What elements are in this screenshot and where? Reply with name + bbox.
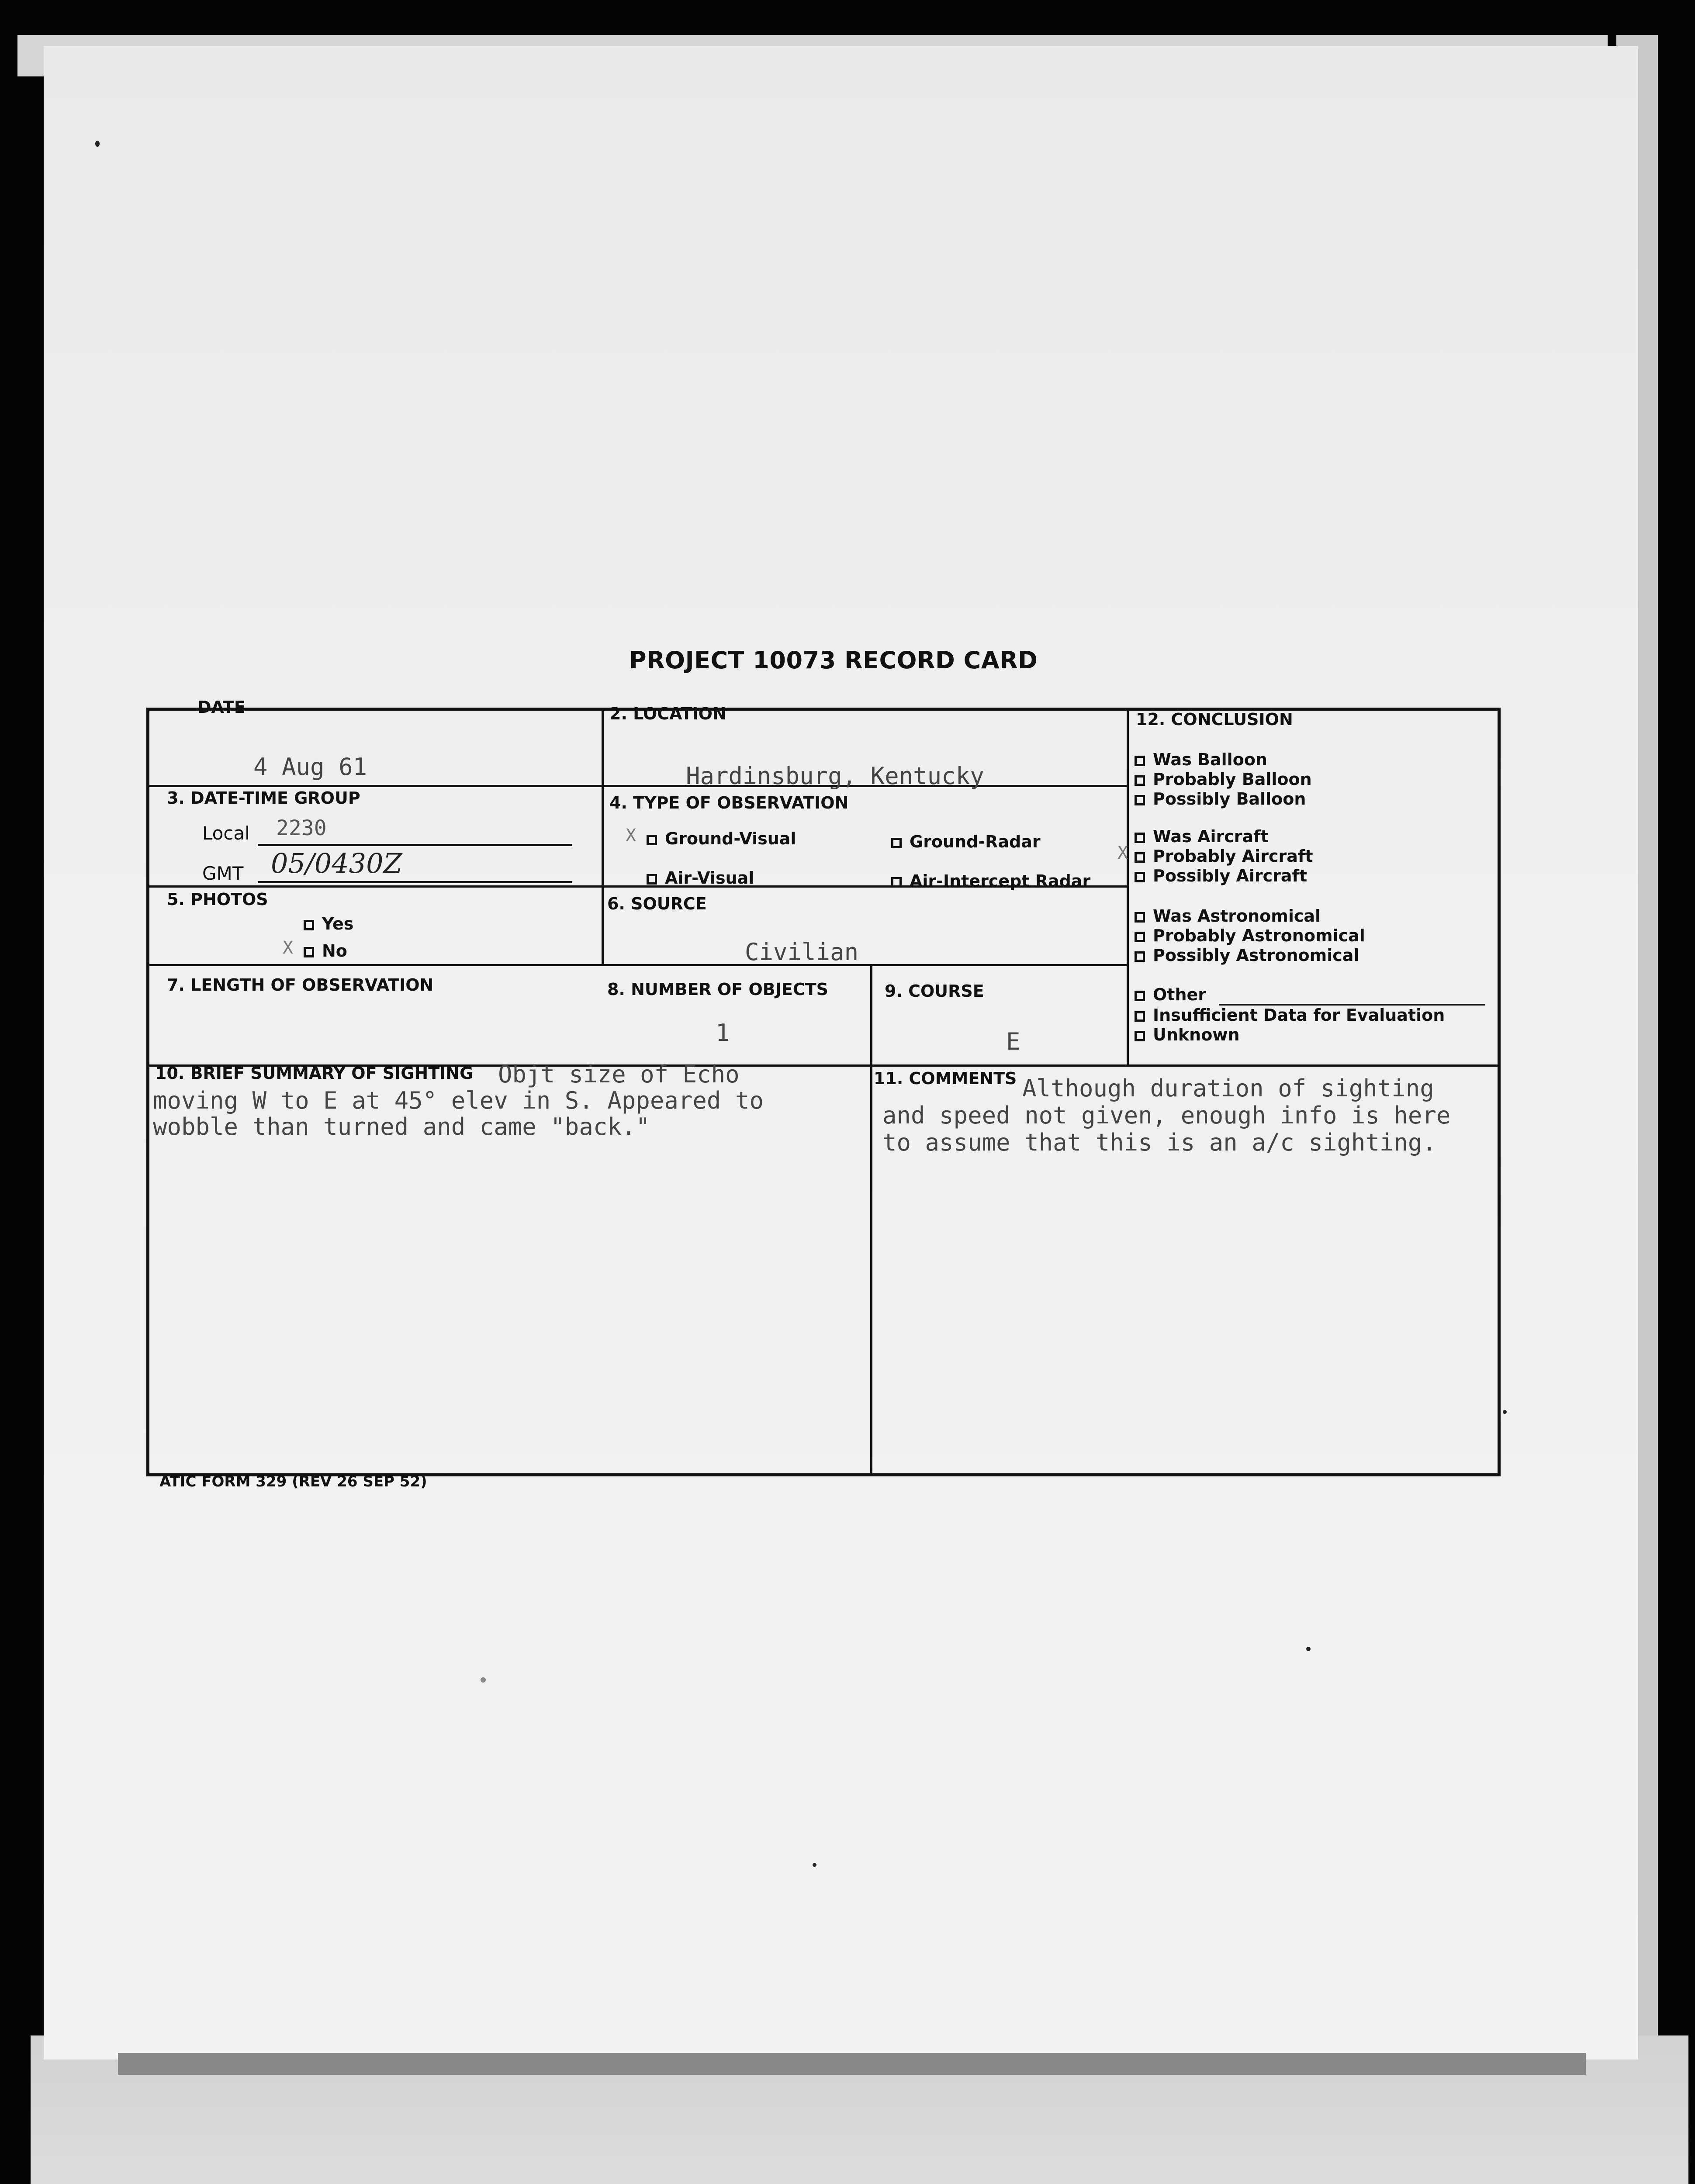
photos-no-check-mark: X xyxy=(283,938,294,958)
conclusion-probably-aircraft[interactable] xyxy=(1135,847,1313,866)
grid-line xyxy=(1127,711,1129,1064)
sheet-bottom-shadow xyxy=(118,2053,1586,2075)
was-aircraft-checkbox[interactable] xyxy=(1135,833,1145,843)
summary-label: 10. BRIEF SUMMARY OF SIGHTING xyxy=(155,1064,474,1083)
possibly-balloon-text: Possibly Balloon xyxy=(1153,789,1306,809)
number-of-objects-value: 1 xyxy=(716,1019,730,1047)
course-label: 9. COURSE xyxy=(885,981,984,1001)
air-visual-text: Air-Visual xyxy=(665,868,754,888)
other-checkbox[interactable] xyxy=(1135,991,1145,1001)
photos-no-text: No xyxy=(322,941,347,961)
grid-line xyxy=(870,964,872,1064)
type-of-observation-label: 4. TYPE OF OBSERVATION xyxy=(609,793,849,812)
photos-yes-option[interactable] xyxy=(304,914,353,933)
conclusion-was-balloon[interactable] xyxy=(1135,750,1267,769)
course-value: E xyxy=(1006,1028,1020,1055)
location-label: 2. LOCATION xyxy=(609,704,726,723)
probably-aircraft-check-mark: X xyxy=(1117,843,1128,863)
local-label: Local xyxy=(202,822,250,844)
date-label: DATE xyxy=(197,698,246,717)
possibly-aircraft-checkbox[interactable] xyxy=(1135,872,1145,882)
grid-line xyxy=(149,964,1127,966)
conclusion-was-aircraft[interactable] xyxy=(1135,827,1269,846)
probably-balloon-text: Probably Balloon xyxy=(1153,770,1312,789)
conclusion-insufficient-data[interactable] xyxy=(1135,1006,1445,1025)
probably-balloon-checkbox[interactable] xyxy=(1135,775,1145,786)
grid-line xyxy=(602,711,604,964)
air-intercept-radar-option[interactable] xyxy=(891,871,1090,891)
conclusion-label: 12. CONCLUSION xyxy=(1136,710,1293,729)
dust-speck xyxy=(813,1863,816,1867)
photos-yes-checkbox[interactable] xyxy=(304,920,314,930)
unknown-text: Unknown xyxy=(1153,1025,1240,1044)
possibly-balloon-checkbox[interactable] xyxy=(1135,795,1145,805)
probably-aircraft-text: Probably Aircraft xyxy=(1153,847,1313,866)
conclusion-possibly-aircraft[interactable] xyxy=(1135,866,1307,885)
air-visual-checkbox[interactable] xyxy=(647,874,657,885)
ground-radar-text: Ground-Radar xyxy=(910,832,1041,851)
air-intercept-radar-text: Air-Intercept Radar xyxy=(910,871,1091,891)
probably-astronomical-text: Probably Astronomical xyxy=(1153,926,1365,945)
date-time-group-label: 3. DATE-TIME GROUP xyxy=(167,788,360,808)
date-value: 4 Aug 61 xyxy=(253,753,367,781)
source-label: 6. SOURCE xyxy=(607,894,707,913)
photos-no-checkbox[interactable] xyxy=(304,947,314,957)
was-aircraft-text: Was Aircraft xyxy=(1153,827,1269,846)
probably-astronomical-checkbox[interactable] xyxy=(1135,932,1145,942)
was-astronomical-checkbox[interactable] xyxy=(1135,912,1145,923)
photos-label: 5. PHOTOS xyxy=(167,890,268,909)
was-astronomical-text: Was Astronomical xyxy=(1153,906,1321,926)
location-value: Hardinsburg, Kentucky xyxy=(686,762,984,790)
possibly-astronomical-checkbox[interactable] xyxy=(1135,951,1145,962)
dust-speck xyxy=(1503,1410,1507,1414)
gmt-value: 05/0430Z xyxy=(271,847,402,879)
number-of-objects-label: 8. NUMBER OF OBJECTS xyxy=(607,980,829,999)
ground-visual-check-mark: X xyxy=(626,826,636,846)
summary-line-2: moving W to E at 45° elev in S. Appeared to xyxy=(153,1087,764,1114)
grid-line xyxy=(870,1064,872,1475)
probably-aircraft-checkbox[interactable] xyxy=(1135,852,1145,863)
ground-visual-checkbox[interactable] xyxy=(647,835,657,845)
was-balloon-checkbox[interactable] xyxy=(1135,756,1145,766)
was-balloon-text: Was Balloon xyxy=(1153,750,1267,769)
ground-radar-checkbox[interactable] xyxy=(891,838,902,848)
local-time-value: 2230 xyxy=(276,816,327,840)
conclusion-probably-balloon[interactable] xyxy=(1135,770,1312,789)
summary-line-3: wobble than turned and came "back." xyxy=(153,1113,650,1140)
summary-line-1: Objt size of Echo xyxy=(498,1061,740,1088)
conclusion-other[interactable] xyxy=(1135,985,1206,1004)
dust-speck xyxy=(1306,1647,1311,1651)
photos-yes-text: Yes xyxy=(322,914,354,933)
conclusion-unknown[interactable] xyxy=(1135,1025,1240,1044)
dust-speck xyxy=(95,141,100,147)
card-title: PROJECT 10073 RECORD CARD xyxy=(629,646,1038,674)
gmt-label: GMT xyxy=(202,863,244,884)
form-id: ATIC FORM 329 (REV 26 SEP 52) xyxy=(159,1473,427,1490)
comments-line-3: to assume that this is an a/c sighting. xyxy=(882,1129,1436,1156)
possibly-astronomical-text: Possibly Astronomical xyxy=(1153,946,1359,965)
conclusion-possibly-astronomical[interactable] xyxy=(1135,946,1359,965)
local-underline xyxy=(258,844,572,846)
insufficient-data-text: Insufficient Data for Evaluation xyxy=(1153,1006,1445,1025)
gmt-underline xyxy=(258,881,572,883)
ground-visual-text: Ground-Visual xyxy=(665,829,796,848)
possibly-aircraft-text: Possibly Aircraft xyxy=(1153,866,1308,885)
conclusion-was-astronomical[interactable] xyxy=(1135,906,1321,926)
ground-visual-option[interactable] xyxy=(647,829,796,848)
insufficient-data-checkbox[interactable] xyxy=(1135,1011,1145,1022)
comments-line-2: and speed not given, enough info is here xyxy=(882,1102,1451,1129)
dust-speck xyxy=(481,1677,486,1683)
comments-line-1: Although duration of sighting xyxy=(1022,1075,1434,1102)
ground-radar-option[interactable] xyxy=(891,832,1041,851)
other-text: Other xyxy=(1153,985,1207,1004)
unknown-checkbox[interactable] xyxy=(1135,1031,1145,1041)
photos-no-option[interactable] xyxy=(304,941,347,961)
air-intercept-radar-checkbox[interactable] xyxy=(891,877,902,888)
air-visual-option[interactable] xyxy=(647,868,754,888)
comments-label: 11. COMMENTS xyxy=(874,1069,1017,1088)
conclusion-possibly-balloon[interactable] xyxy=(1135,789,1306,809)
conclusion-probably-astronomical[interactable] xyxy=(1135,926,1365,945)
length-of-observation-label: 7. LENGTH OF OBSERVATION xyxy=(167,975,434,995)
source-value: Civilian xyxy=(745,938,859,966)
